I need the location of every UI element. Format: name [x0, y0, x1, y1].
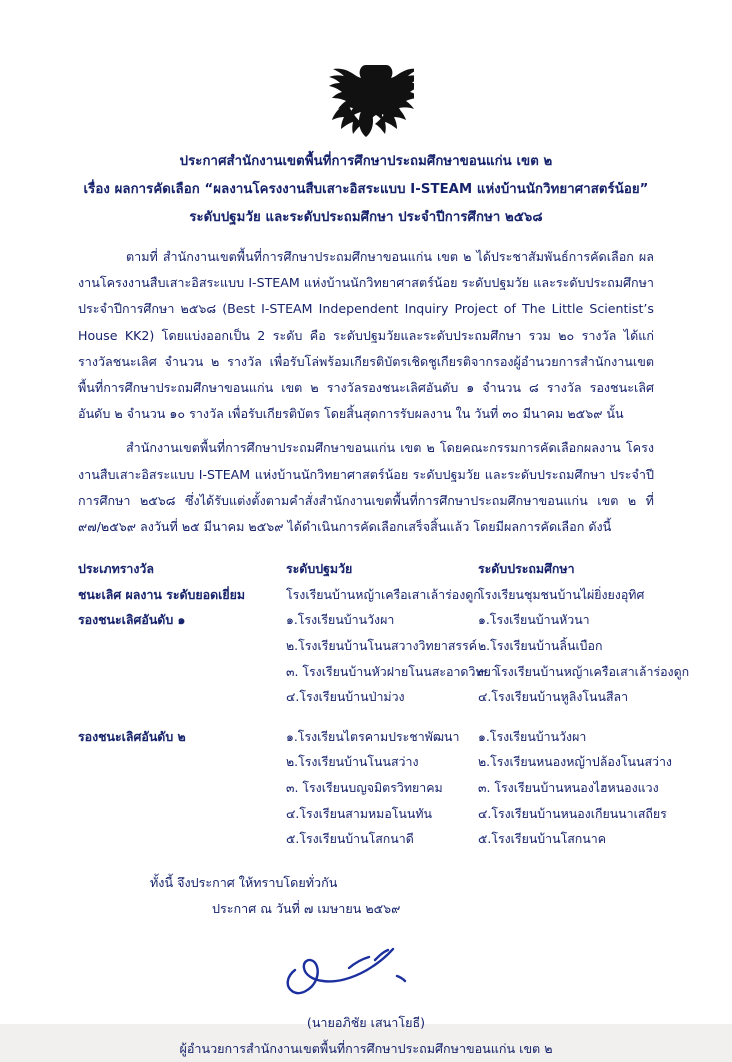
- list-item: ๔.โรงเรียนบ้านหนองเกียนนาเสถียร: [478, 805, 667, 821]
- table-row: [78, 607, 690, 709]
- garuda-emblem: [78, 0, 654, 148]
- list-item: ๒.โรงเรียนบ้านลิ้นเบือก: [478, 638, 603, 654]
- primary-winners: [478, 582, 654, 608]
- table-header-primary: ระดับประถมศึกษา: [478, 561, 575, 577]
- list-item: ๔.โรงเรียนสามหมอโนนทัน: [286, 805, 432, 821]
- list-item: ๑.โรงเรียนบ้านวังผา: [478, 728, 587, 744]
- primary-winners: [478, 607, 690, 709]
- table-header-award-type: ประเภทรางวัล: [78, 561, 154, 577]
- document-header: [78, 148, 654, 232]
- closing-line-1: ทั้งนี้ จึงประกาศ ให้ทราบโดยทั่วกัน: [150, 874, 338, 890]
- list-item: ๓. โรงเรียนบ้านหญ้าเครือเสาเล้าร่องดูก: [478, 663, 690, 679]
- preschool-winners: [286, 724, 478, 852]
- award-label: รองชนะเลิศอันดับ ๒: [78, 728, 186, 744]
- signature-area: [78, 940, 654, 1010]
- document-body: [78, 0, 690, 1056]
- table-header-preschool: ระดับปฐมวัย: [286, 561, 353, 577]
- list-item: ๑.โรงเรียนไตรคามประชาพัฒนา: [286, 728, 460, 744]
- paragraph-2: สำนักงานเขตพื้นที่การศึกษาประถมศึกษาขอนแก่น เขต ๒ โดยคณะกรรมการคัดเลือกผลงาน โครงงานสืบเสาะอิสระแบบ I-STEAM แห่งบ้านนักวิทยาศาสตร์น้อย ระดับปฐมวัย และระดับประถมศึกษา ประจำปีการศึกษา ๒๕๖๘ ซึ่งได้รับแต่งตั้งตามคำสั่งสำนักงานเขตพื้นที่การศึกษาประถมศึกษาขอนแก่น เขต ๒ ที่ ๙๗/๒๕๖๙ ลงวันที่ ๒๕ มีนาคม ๒๕๖๙ ได้ดำเนินการคัดเลือกเสร็จสิ้นแล้ว โดยมีผลการคัดเลือก ดังนี้: [78, 440, 654, 535]
- list-item: ๔.โรงเรียนบ้านป่าม่วง: [286, 689, 405, 705]
- list-item: โรงเรียนชุมชนบ้านไผ่ยิ่งยงอุทิศ: [478, 586, 645, 602]
- list-item: ๒.โรงเรียนหนองหญ้าปล้องโนนสว่าง: [478, 754, 672, 770]
- list-item: โรงเรียนบ้านหญ้าเครือเสาเล้าร่องดูก: [286, 586, 481, 602]
- preschool-winners: [286, 607, 498, 709]
- closing-text: [78, 870, 654, 922]
- list-item: ๕.โรงเรียนบ้านโสกนาดี: [286, 831, 414, 847]
- primary-winners: [478, 724, 672, 852]
- list-item: ๕.โรงเรียนบ้านโสกนาค: [478, 831, 607, 847]
- results-table: [78, 556, 690, 852]
- signer-block: [78, 1010, 654, 1062]
- award-label: ชนะเลิศ ผลงาน ระดับยอดเยี่ยม: [78, 586, 246, 602]
- signer-position: ผู้อำนวยการสำนักงานเขตพื้นที่การศึกษาประถมศึกษาขอนแก่น เขต ๒: [179, 1040, 553, 1056]
- list-item: ๒.โรงเรียนบ้านโนนสว่าง: [286, 754, 419, 770]
- handwritten-signature: [279, 940, 429, 1004]
- list-item: ๓. โรงเรียนบ้านหนองไฮหนองแวง: [478, 779, 659, 795]
- list-item: ๑.โรงเรียนบ้านหัวนา: [478, 612, 590, 628]
- table-header-row: [78, 556, 654, 582]
- list-item: ๔.โรงเรียนบ้านหูลิงโนนสีลา: [478, 689, 629, 705]
- header-line-3: ระดับปฐมวัย และระดับประถมศึกษา ประจำปีการศึกษา ๒๕๖๘: [189, 210, 543, 225]
- paragraph-1: ตามที่ สำนักงานเขตพื้นที่การศึกษาประถมศึกษาขอนแก่น เขต ๒ ได้ประชาสัมพันธ์การคัดเลือก ผลงานโครงงานสืบเสาะอิสระแบบ I-STEAM แห่งบ้านนักวิทยาศาสตร์น้อย ระดับปฐมวัย และระดับประถมศึกษา ประจำปีการศึกษา ๒๕๖๘ (Best I-STEAM Independent Inquiry Project of The Little Scientist’s House KK2) โดยแบ่งออกเป็น 2 ระดับ คือ ระดับปฐมวัยและระดับประถมศึกษา รวม ๒๐ รางวัล ได้แก่ รางวัลชนะเลิศ จำนวน ๒ รางวัล เพื่อรับโล่พร้อมเกียรติบัตรเชิดชูเกียรติจากรองผู้อำนวยการสำนักงานเขตพื้นที่การศึกษาประถมศึกษาขอนแก่น เขต ๒ รางวัลรองชนะเลิศอันดับ ๑ จำนวน ๘ รางวัล รองชนะเลิศอันดับ ๒ จำนวน ๑๐ รางวัล เพื่อรับเกียรติบัตร โดยสิ้นสุดการรับผลงาน ใน วันที่ ๓๐ มีนาคม ๒๕๖๙ นั้น: [78, 249, 654, 422]
- list-item: ๓. โรงเรียนบ้านหัวฝายโนนสะอาดวิทยา: [286, 663, 498, 679]
- header-line-2: เรื่อง ผลการคัดเลือก “ผลงานโครงงานสืบเสาะอิสระแบบ I-STEAM แห่งบ้านนักวิทยาศาสตร์น้อย”: [83, 182, 649, 197]
- list-item: ๓. โรงเรียนบญจมิตรวิทยาคม: [286, 779, 443, 795]
- table-row: [78, 724, 672, 852]
- header-line-1: ประกาศสำนักงานเขตพื้นที่การศึกษาประถมศึกษาขอนแก่น เขต ๒: [179, 154, 553, 169]
- list-item: ๑.โรงเรียนบ้านวังผา: [286, 612, 395, 628]
- list-item: ๒.โรงเรียนบ้านโนนสวางวิทยาสรรค์: [286, 638, 478, 654]
- preschool-winners: [286, 582, 481, 608]
- closing-line-2: ประกาศ ณ วันที่ ๗ เมษายน ๒๕๖๙: [212, 900, 401, 916]
- signer-name: (นายอภิชัย เสนาโยธี): [306, 1014, 426, 1030]
- table-row: [78, 582, 654, 608]
- document-paragraphs: [78, 244, 654, 540]
- award-label: รองชนะเลิศอันดับ ๑: [78, 612, 186, 628]
